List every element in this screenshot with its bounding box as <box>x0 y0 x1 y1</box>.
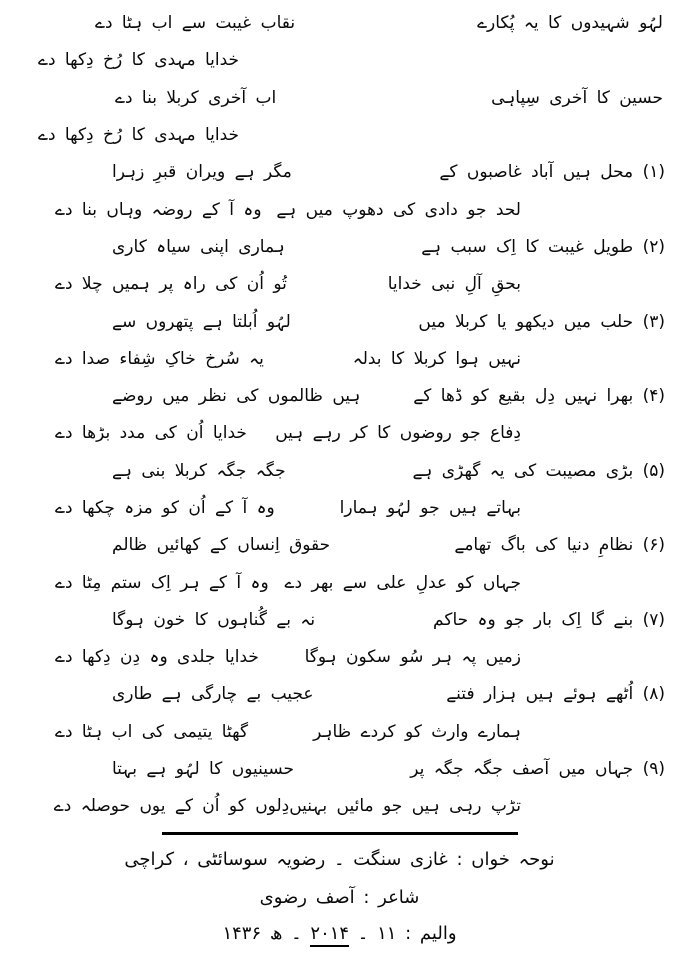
hemistich-left: تُو اُن کی راہ پر ہمیں چلا دے <box>55 274 287 295</box>
verse-5-line-a <box>0 453 679 490</box>
matla-line-1 <box>0 5 679 42</box>
hemistich-left: ہیں ظالموں کی نظر میں روضے <box>112 386 361 407</box>
hemistich-left: عجیب بے چارگی ہے طاری <box>112 684 314 705</box>
volume-year: ۲۰۱۴ <box>310 923 349 947</box>
hemistich-left: مگر ہے ویران قبرِ زہرا <box>112 162 292 183</box>
hemistich-right: دِفاع جو روضوں کا کر رہے ہیں <box>275 423 521 444</box>
verse-1-line-a <box>0 154 679 191</box>
hemistich-right: (۹) جہاں میں آصف جگہ جگہ پر <box>410 759 665 780</box>
hemistich-left: وہ آ کے ہر اِک ستم مِٹا دے <box>55 572 269 593</box>
hemistich-right: زمیں پہ ہر سُو سکون ہوگا <box>304 647 521 668</box>
verse-4-line-a <box>0 378 679 415</box>
hemistich-right: جہاں کو عدلِ علی سے بھر دے <box>284 572 521 593</box>
hemistich-right: حسین کا آخری سِپاہی <box>491 87 663 108</box>
volume-prefix: والیم : ۱۱ ۔ <box>349 922 457 944</box>
hemistich-left: لہُو اُبلتا ہے پتھروں سے <box>112 311 291 332</box>
hemistich-right: (۲) طویل غیبت کا اِک سبب ہے <box>421 236 665 257</box>
refrain-text: خدایا مہدی کا رُخ دِکھا دے <box>38 50 240 71</box>
hemistich-left: اب آخری کربلا بنا دے <box>115 87 277 108</box>
verse-3-line-a <box>0 303 679 340</box>
hemistich-left: خدایا اُن کی مدد بڑھا دے <box>55 423 247 444</box>
refrain-line <box>0 42 679 79</box>
hemistich-right: لحد جو دادی کی دھوپ میں ہے <box>276 199 521 220</box>
hemistich-right: (۳) حلب میں دیکھو یا کربلا میں <box>418 311 665 332</box>
refrain-text: خدایا مہدی کا رُخ دِکھا دے <box>38 125 240 146</box>
verse-9-line-b <box>0 788 679 825</box>
footer-divider <box>162 832 518 835</box>
hemistich-right: لہُو شہیدوں کا یہ پُکارے <box>477 13 663 34</box>
refrain-line <box>0 117 679 154</box>
verse-7-line-b <box>0 639 679 676</box>
footer <box>0 849 679 944</box>
matla-line-2 <box>0 80 679 117</box>
hemistich-left: یہ سُرخ خاکِ شِفاء صدا دے <box>55 348 264 369</box>
hemistich-left: نہ بے گُناہوں کا خون ہوگا <box>112 609 316 630</box>
verse-6-line-a <box>0 527 679 564</box>
verse-6-line-b <box>0 564 679 601</box>
hemistich-right: تڑپ رہی ہیں جو مائیں بہنیں <box>289 796 521 817</box>
hemistich-right: (۴) بھرا نہیں دِل بقیع کو ڈھا کے <box>413 386 665 407</box>
hemistich-right: بحقِ آلِ نبی خدایا <box>387 274 521 295</box>
hemistich-left: نقاب غیبت سے اب ہٹا دے <box>95 13 296 34</box>
volume-suffix: ۔ ھ ۱۴۳۶ <box>222 922 311 944</box>
verse-1-line-b <box>0 191 679 228</box>
hemistich-right: (۱) محل ہیں آباد غاصبوں کے <box>439 162 665 183</box>
hemistich-right: (۸) اُٹھے ہوئے ہیں ہزار فتنے <box>446 684 665 705</box>
hemistich-left: وہ آ کے روضہ وہاں بنا دے <box>55 199 262 220</box>
poet-credit: شاعر : آصف رضوی <box>259 886 420 908</box>
hemistich-left: گھٹا یتیمی کی اب ہٹا دے <box>55 721 249 742</box>
hemistich-right: (۶) نظامِ دنیا کی باگ تھامے <box>454 535 665 556</box>
hemistich-right: (۷) بنے گا اِک بار جو وہ حاکم <box>433 609 665 630</box>
hemistich-right: بہاتے ہیں جو لہُو ہمارا <box>339 498 521 518</box>
verse-3-line-b <box>0 341 679 378</box>
hemistich-right: (۵) بڑی مصیبت کی یہ گھڑی ہے <box>412 460 665 481</box>
hemistich-left: دِلوں کو اُن کے یوں حوصلہ دے <box>53 796 290 817</box>
hemistich-left: وہ آ کے اُن کو مزہ چکھا دے <box>55 498 275 518</box>
verse-4-line-b <box>0 415 679 452</box>
verse-9-line-a <box>0 751 679 788</box>
verse-5-line-b <box>0 490 679 527</box>
verse-8-line-b <box>0 714 679 751</box>
hemistich-left: جگہ جگہ کربلا بنی ہے <box>112 460 286 481</box>
hemistich-left: حسینیوں کا لہُو ہے بہتا <box>112 759 295 780</box>
volume-line <box>0 923 679 944</box>
hemistich-left: ہماری اپنی سیاہ کاری <box>112 236 285 257</box>
hemistich-left: خدایا جلدی وہ دِن دِکھا دے <box>55 647 259 668</box>
verse-2-line-b <box>0 266 679 303</box>
hemistich-right: ہمارے وارث کو کردے ظاہر <box>313 721 521 742</box>
verse-7-line-a <box>0 602 679 639</box>
hemistich-right: نہیں ہوا کربلا کا بدلہ <box>352 348 521 369</box>
reciter-credit: نوحہ خواں : غازی سنگت ۔ رضویہ سوسائٹی ، کراچی <box>124 848 555 870</box>
verse-2-line-a <box>0 229 679 266</box>
verse-8-line-a <box>0 676 679 713</box>
hemistich-left: حقوق اِنساں کے کھائیں ظالم <box>112 535 331 556</box>
